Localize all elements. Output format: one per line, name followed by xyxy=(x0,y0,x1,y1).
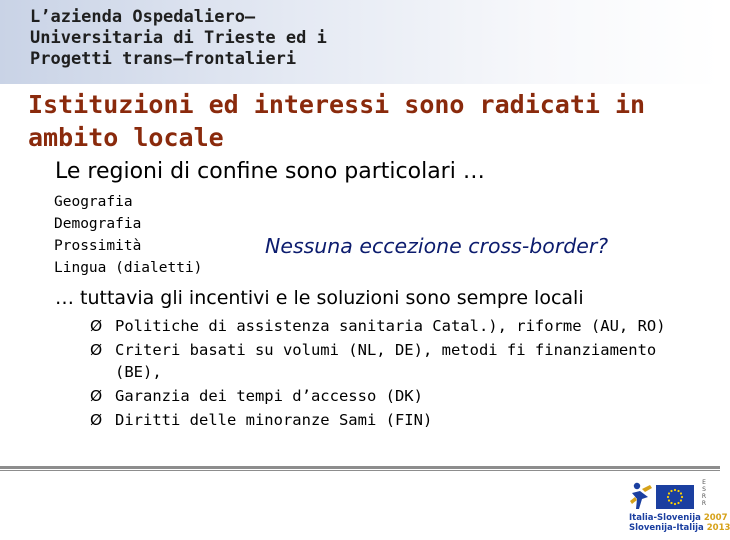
vertical-letter: E xyxy=(702,479,706,486)
factor-list xyxy=(54,191,202,279)
header-title xyxy=(30,7,450,70)
program-vertical-text xyxy=(698,479,710,513)
program-figure-icon xyxy=(628,481,654,511)
bullet-text: Garanzia dei tempi d’accesso (DK) xyxy=(115,387,423,405)
program-name-line1: Italia-Slovenija xyxy=(629,513,701,523)
vertical-letter: S xyxy=(702,486,706,493)
header-title-line-2: Universitaria di Trieste ed i xyxy=(30,28,327,48)
vertical-letter: R xyxy=(701,493,707,500)
program-name-line2: Slovenija-Italija xyxy=(629,522,704,533)
slide-title-line-1: Istituzioni ed interessi sono radicati in xyxy=(28,90,646,119)
bullet-item xyxy=(90,385,700,407)
footer-divider xyxy=(0,466,720,471)
bullet-arrow-icon: Ø xyxy=(90,317,103,335)
program-logo xyxy=(626,477,730,535)
eu-stars-icon xyxy=(656,485,694,509)
bullet-arrow-icon: Ø xyxy=(90,341,103,359)
factor-item: Demografia xyxy=(54,216,142,232)
bullet-text: Diritti delle minoranze Sami (FIN) xyxy=(115,411,433,429)
slide-subtitle: Le regioni di confine sono particolari … xyxy=(55,159,485,184)
bullet-item xyxy=(90,409,700,431)
slide-title-line-2: ambito locale xyxy=(28,123,224,152)
eu-flag-icon xyxy=(656,485,694,509)
callout-question: Nessuna eccezione cross-border? xyxy=(265,234,609,258)
bullet-text: Criteri basati su volumi (NL, DE), metodi fi finanziamento (BE), xyxy=(115,341,657,381)
bullet-item xyxy=(90,339,700,383)
vertical-letter: R xyxy=(701,500,707,507)
program-name xyxy=(629,513,730,533)
header-title-line-1: L’azienda Ospedaliero– xyxy=(30,7,256,27)
bullet-arrow-icon: Ø xyxy=(90,411,103,429)
however-statement: … tuttavia gli incentivi e le soluzioni sono sempre locali xyxy=(55,287,584,309)
bullet-text: Politiche di assistenza sanitaria Catal.), riforme (AU, RO) xyxy=(115,317,666,335)
program-year-start: 2007 xyxy=(703,513,728,523)
bullet-arrow-icon: Ø xyxy=(90,387,103,405)
factor-item: Prossimità xyxy=(54,238,142,254)
bullet-item xyxy=(90,315,700,337)
factor-item: Lingua (dialetti) xyxy=(54,260,203,276)
factor-item: Geografia xyxy=(54,194,133,210)
slide-title xyxy=(28,88,698,154)
program-year-end: 2013 xyxy=(706,522,730,533)
bullet-list xyxy=(90,315,700,433)
header-title-line-3: Progetti trans–frontalieri xyxy=(30,49,297,69)
